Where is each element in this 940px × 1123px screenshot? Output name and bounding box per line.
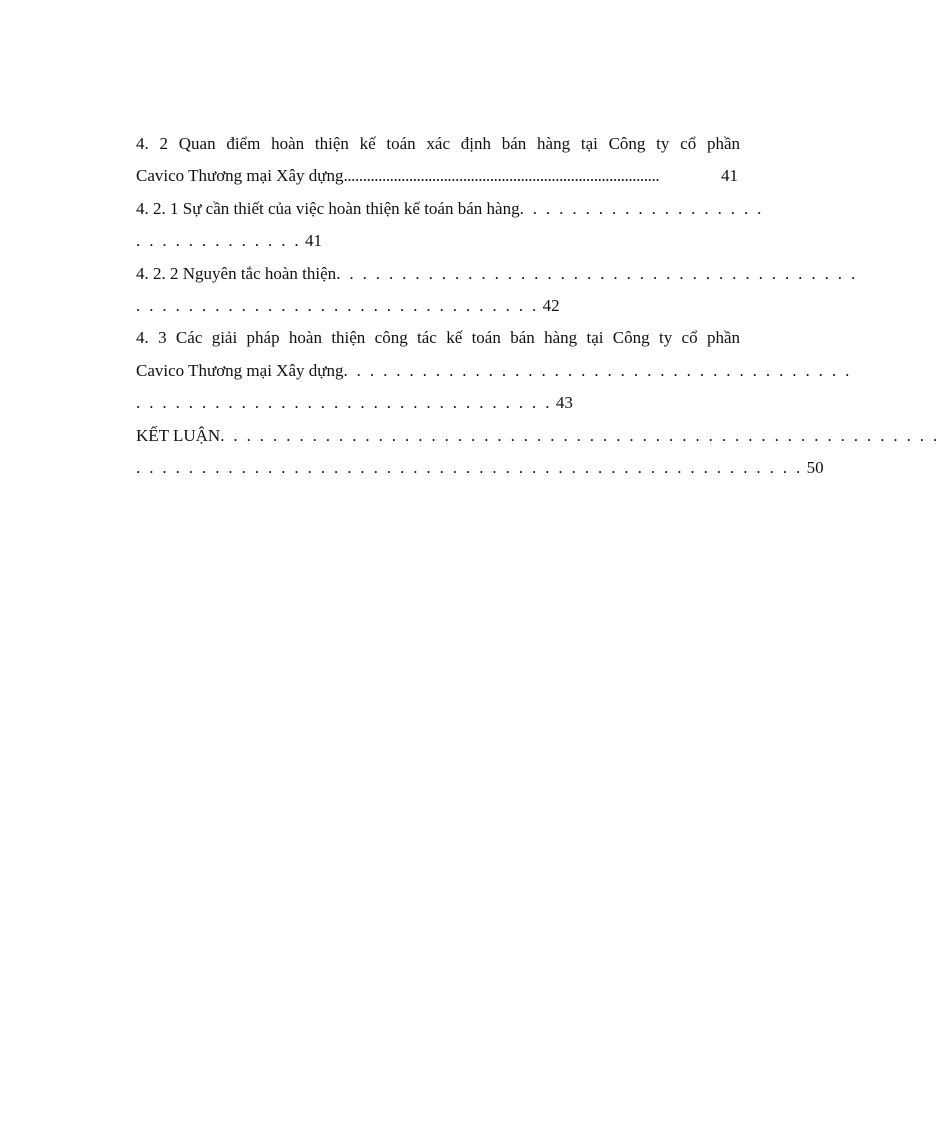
toc-leader-dots: . . . . . . . . . . . . . <box>136 231 301 251</box>
toc-entry-4-2-2 <box>136 258 858 290</box>
toc-entry-4-2-2-title: 4. 2. 2 Nguyên tắc hoàn thiện <box>136 263 337 283</box>
toc-entry-ket-luan-title: KẾT LUẬN <box>136 425 221 445</box>
toc-entry-4-3-title-cont: Cavico Thương mại Xây dựng <box>136 360 344 380</box>
toc-leader-dots: . . . . . . . . . . . . . . . . . . . . . . . . . . . . . . . . . . . . . . . . . . . . . . . . . . . . . . . <box>220 425 940 445</box>
toc-leader-dots: . . . . . . . . . . . . . . . . . . . . . . . . . . . . . . . . . . . . . . . . <box>336 263 858 283</box>
toc-entry-4-3-continuation-2 <box>136 387 740 419</box>
toc-entry-4-2-2-continuation <box>136 290 740 322</box>
toc-entry-4-2-title: 4. 2 Quan điểm hoàn thiện kế toán xác định bán hàng tại Công ty cổ phần <box>136 134 740 153</box>
toc-entry-4-2-continuation <box>136 160 740 192</box>
toc-leader-dots: . . . . . . . . . . . . . . . . . . . . . . . . . . . . . . . . <box>136 393 552 413</box>
table-of-contents <box>136 128 940 484</box>
toc-leader-dots: . . . . . . . . . . . . . . . . . . . <box>519 198 764 218</box>
toc-leader-dots: . . . . . . . . . . . . . . . . . . . . . . . . . . . . . . . . . . . . . . . . . . . . . . . . . . . <box>136 457 803 477</box>
toc-entry-ket-luan <box>136 420 940 452</box>
toc-page-number: 41 <box>721 166 738 186</box>
toc-leader-dots: .................................................................................. <box>343 166 660 186</box>
toc-entry-4-2-1-continuation <box>136 225 740 257</box>
toc-page-number: 42 <box>542 295 560 315</box>
toc-entry-4-3-continuation <box>136 355 852 387</box>
toc-page-number: 43 <box>555 393 573 413</box>
toc-entry-4-2-title-cont: Cavico Thương mại Xây dựng <box>136 166 344 186</box>
toc-entry-4-2-1-title: 4. 2. 1 Sự cần thiết của việc hoàn thiện kế toán bán hàng <box>136 198 520 218</box>
toc-page-number: 50 <box>806 457 824 477</box>
toc-leader-dots: . . . . . . . . . . . . . . . . . . . . . . . . . . . . . . . . . . . . . . . <box>343 360 852 380</box>
toc-leader-dots: . . . . . . . . . . . . . . . . . . . . . . . . . . . . . . . <box>136 295 539 315</box>
toc-entry-4-3-title: 4. 3 Các giải pháp hoàn thiện công tác kế toán bán hàng tại Công ty cổ phần <box>136 328 740 348</box>
toc-entry-ket-luan-continuation <box>136 452 824 484</box>
toc-page-number: 41 <box>305 231 322 251</box>
toc-entry-4-2-1 <box>136 193 764 225</box>
